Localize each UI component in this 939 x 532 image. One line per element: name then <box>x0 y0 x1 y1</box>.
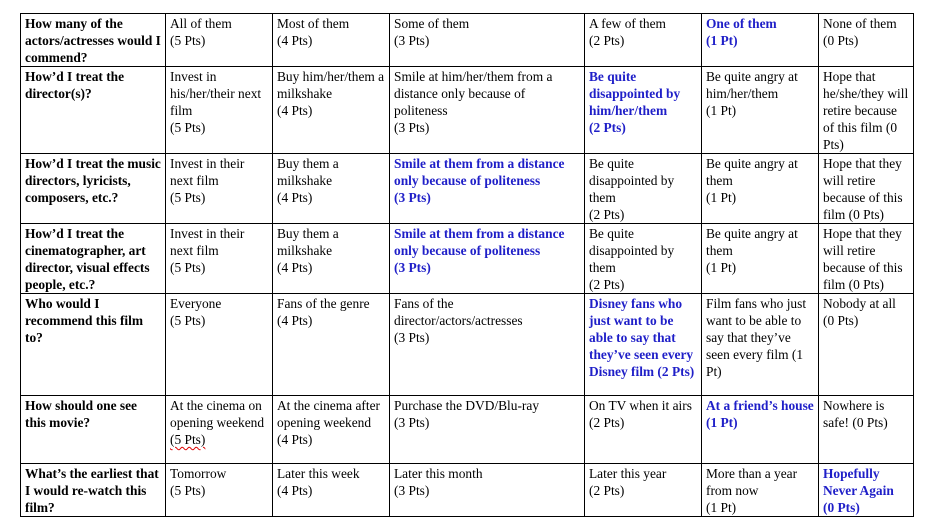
option-text: Fans of the director/actors/actresses <box>394 296 523 328</box>
option-cell <box>702 294 819 396</box>
option-text: Be quite disappointed by him/her/them <box>589 69 681 118</box>
option-points: (1 Pt) <box>706 103 737 118</box>
option-text: Be quite disappointed by them <box>589 226 675 275</box>
question-cell: How’d I treat the cinematographer, art director, visual effects people, etc.? <box>21 224 166 294</box>
option-points: (2 Pts) <box>589 120 626 135</box>
option-cell <box>819 294 914 396</box>
option-cell <box>273 464 390 517</box>
option-text: Fans of the genre <box>277 296 370 311</box>
option-points: (1 Pt) <box>706 500 737 515</box>
option-text: Invest in his/her/their next film <box>170 69 262 118</box>
option-text: Everyone <box>170 296 222 311</box>
option-points: (1 Pt) <box>706 260 737 275</box>
option-cell <box>819 67 914 154</box>
option-cell <box>166 294 273 396</box>
option-text: All of them <box>170 16 232 31</box>
option-points: (0 Pts) <box>823 500 860 515</box>
option-text: A few of them <box>589 16 666 31</box>
option-cell <box>702 224 819 294</box>
option-cell <box>585 224 702 294</box>
option-text: Hope that he/she/they will retire because of this film (0 Pts) <box>823 69 909 152</box>
option-points: (2 Pts) <box>589 207 625 222</box>
option-text: Hopefully Never Again <box>823 466 894 498</box>
option-points: (2 Pts) <box>589 483 625 498</box>
option-points: (1 Pt) <box>706 33 738 48</box>
option-text: Be quite angry at them <box>706 226 798 258</box>
option-text: Tomorrow <box>170 466 227 481</box>
option-cell <box>819 224 914 294</box>
option-text: Later this week <box>277 466 360 481</box>
option-cell <box>166 67 273 154</box>
table-row <box>21 396 914 464</box>
option-cell <box>702 67 819 154</box>
option-points: (5 Pts) <box>170 260 206 275</box>
option-cell <box>585 14 702 67</box>
option-cell <box>702 396 819 464</box>
option-cell <box>273 396 390 464</box>
option-cell <box>702 464 819 517</box>
option-points: (4 Pts) <box>277 483 313 498</box>
option-text: Be quite angry at them <box>706 156 798 188</box>
option-cell <box>273 14 390 67</box>
film-rating-table <box>20 13 914 517</box>
option-text: Buy them a milkshake <box>277 156 339 188</box>
option-cell <box>166 464 273 517</box>
option-points: (5 Pts) <box>170 313 206 328</box>
question-cell: What’s the earliest that I would re-watch this film? <box>21 464 166 517</box>
option-cell <box>702 154 819 224</box>
option-points: (4 Pts) <box>277 260 313 275</box>
option-cell <box>390 294 585 396</box>
table-row <box>21 224 914 294</box>
option-cell <box>702 14 819 67</box>
option-text: At a friend’s house <box>706 398 814 413</box>
option-cell <box>166 396 273 464</box>
option-text: Later this year <box>589 466 667 481</box>
option-points: (3 Pts) <box>394 330 430 345</box>
option-text: Smile at them from a distance only because of politeness <box>394 156 565 188</box>
option-text: One of them <box>706 16 777 31</box>
option-cell <box>166 154 273 224</box>
table-row <box>21 67 914 154</box>
table-row <box>21 14 914 67</box>
option-points: (5 Pts) <box>170 483 206 498</box>
option-points: (1 Pt) <box>706 415 738 430</box>
option-points: (2 Pts) <box>589 277 625 292</box>
option-points: (4 Pts) <box>277 313 313 328</box>
option-text: Buy him/her/them a milkshake <box>277 69 385 101</box>
option-cell <box>585 154 702 224</box>
option-cell <box>819 396 914 464</box>
option-points: (4 Pts) <box>277 432 313 447</box>
option-points: (5 Pts) <box>170 190 206 205</box>
option-cell <box>390 464 585 517</box>
option-text: On TV when it airs <box>589 398 692 413</box>
option-points: (3 Pts) <box>394 260 431 275</box>
option-text: At the cinema after opening weekend <box>277 398 380 430</box>
option-points: (4 Pts) <box>277 33 313 48</box>
option-text: At the cinema on opening weekend <box>170 398 265 430</box>
option-cell <box>273 154 390 224</box>
option-text: Hope that they will retire because of this film (0 Pts) <box>823 156 903 222</box>
option-text: Purchase the DVD/Blu-ray <box>394 398 540 413</box>
option-points: (5 Pts) <box>170 432 206 447</box>
option-cell <box>585 464 702 517</box>
option-points: (3 Pts) <box>394 120 430 135</box>
option-text: Some of them <box>394 16 470 31</box>
option-cell <box>390 154 585 224</box>
option-points: (2 Pts) <box>589 415 625 430</box>
option-cell <box>585 396 702 464</box>
option-cell <box>273 67 390 154</box>
option-text: More than a year from now <box>706 466 798 498</box>
question-cell: Who would I recommend this film to? <box>21 294 166 396</box>
table-row <box>21 154 914 224</box>
option-points: (5 Pts) <box>170 33 206 48</box>
option-cell <box>390 67 585 154</box>
option-cell <box>390 224 585 294</box>
option-text: Invest in their next film <box>170 226 245 258</box>
option-text: Nobody at all <box>823 296 896 311</box>
option-text: Smile at them from a distance only because of politeness <box>394 226 565 258</box>
option-cell <box>585 67 702 154</box>
option-text: Nowhere is safe! (0 Pts) <box>823 398 888 430</box>
option-text: Film fans who just want to be able to say that they’ve seen every film (1 Pt) <box>706 296 807 379</box>
option-text: Invest in their next film <box>170 156 245 188</box>
option-points: (1 Pt) <box>706 190 737 205</box>
option-cell <box>819 154 914 224</box>
option-text: Most of them <box>277 16 350 31</box>
option-points: (4 Pts) <box>277 190 313 205</box>
option-cell <box>390 396 585 464</box>
option-text: Hope that they will retire because of this film (0 Pts) <box>823 226 903 292</box>
option-text: Be quite disappointed by them <box>589 156 675 205</box>
option-cell <box>166 14 273 67</box>
option-points: (2 Pts) <box>589 33 625 48</box>
option-text: Smile at him/her/them from a distance only because of politeness <box>394 69 553 118</box>
option-text: Buy them a milkshake <box>277 226 339 258</box>
option-text: Be quite angry at him/her/them <box>706 69 798 101</box>
option-cell <box>273 294 390 396</box>
option-points: (4 Pts) <box>277 103 313 118</box>
option-cell <box>273 224 390 294</box>
option-points: (3 Pts) <box>394 415 430 430</box>
question-cell: How should one see this movie? <box>21 396 166 464</box>
option-text: None of them <box>823 16 897 31</box>
option-cell <box>819 14 914 67</box>
option-points: (5 Pts) <box>170 120 206 135</box>
rating-table-container <box>20 13 914 517</box>
option-points: (3 Pts) <box>394 483 430 498</box>
table-row <box>21 464 914 517</box>
option-text: Later this month <box>394 466 483 481</box>
option-cell <box>585 294 702 396</box>
question-cell: How’d I treat the music directors, lyricists, composers, etc.? <box>21 154 166 224</box>
option-points: (3 Pts) <box>394 33 430 48</box>
question-cell: How’d I treat the director(s)? <box>21 67 166 154</box>
option-points: (0 Pts) <box>823 33 859 48</box>
option-points: (0 Pts) <box>823 313 859 328</box>
rating-table-body <box>21 14 914 517</box>
table-row <box>21 294 914 396</box>
option-points: (3 Pts) <box>394 190 431 205</box>
option-text: Disney fans who just want to be able to say that they’ve seen every Disney film (2 Pts) <box>589 296 695 379</box>
option-cell <box>390 14 585 67</box>
option-cell <box>166 224 273 294</box>
option-cell <box>819 464 914 517</box>
question-cell: How many of the actors/actresses would I commend? <box>21 14 166 67</box>
